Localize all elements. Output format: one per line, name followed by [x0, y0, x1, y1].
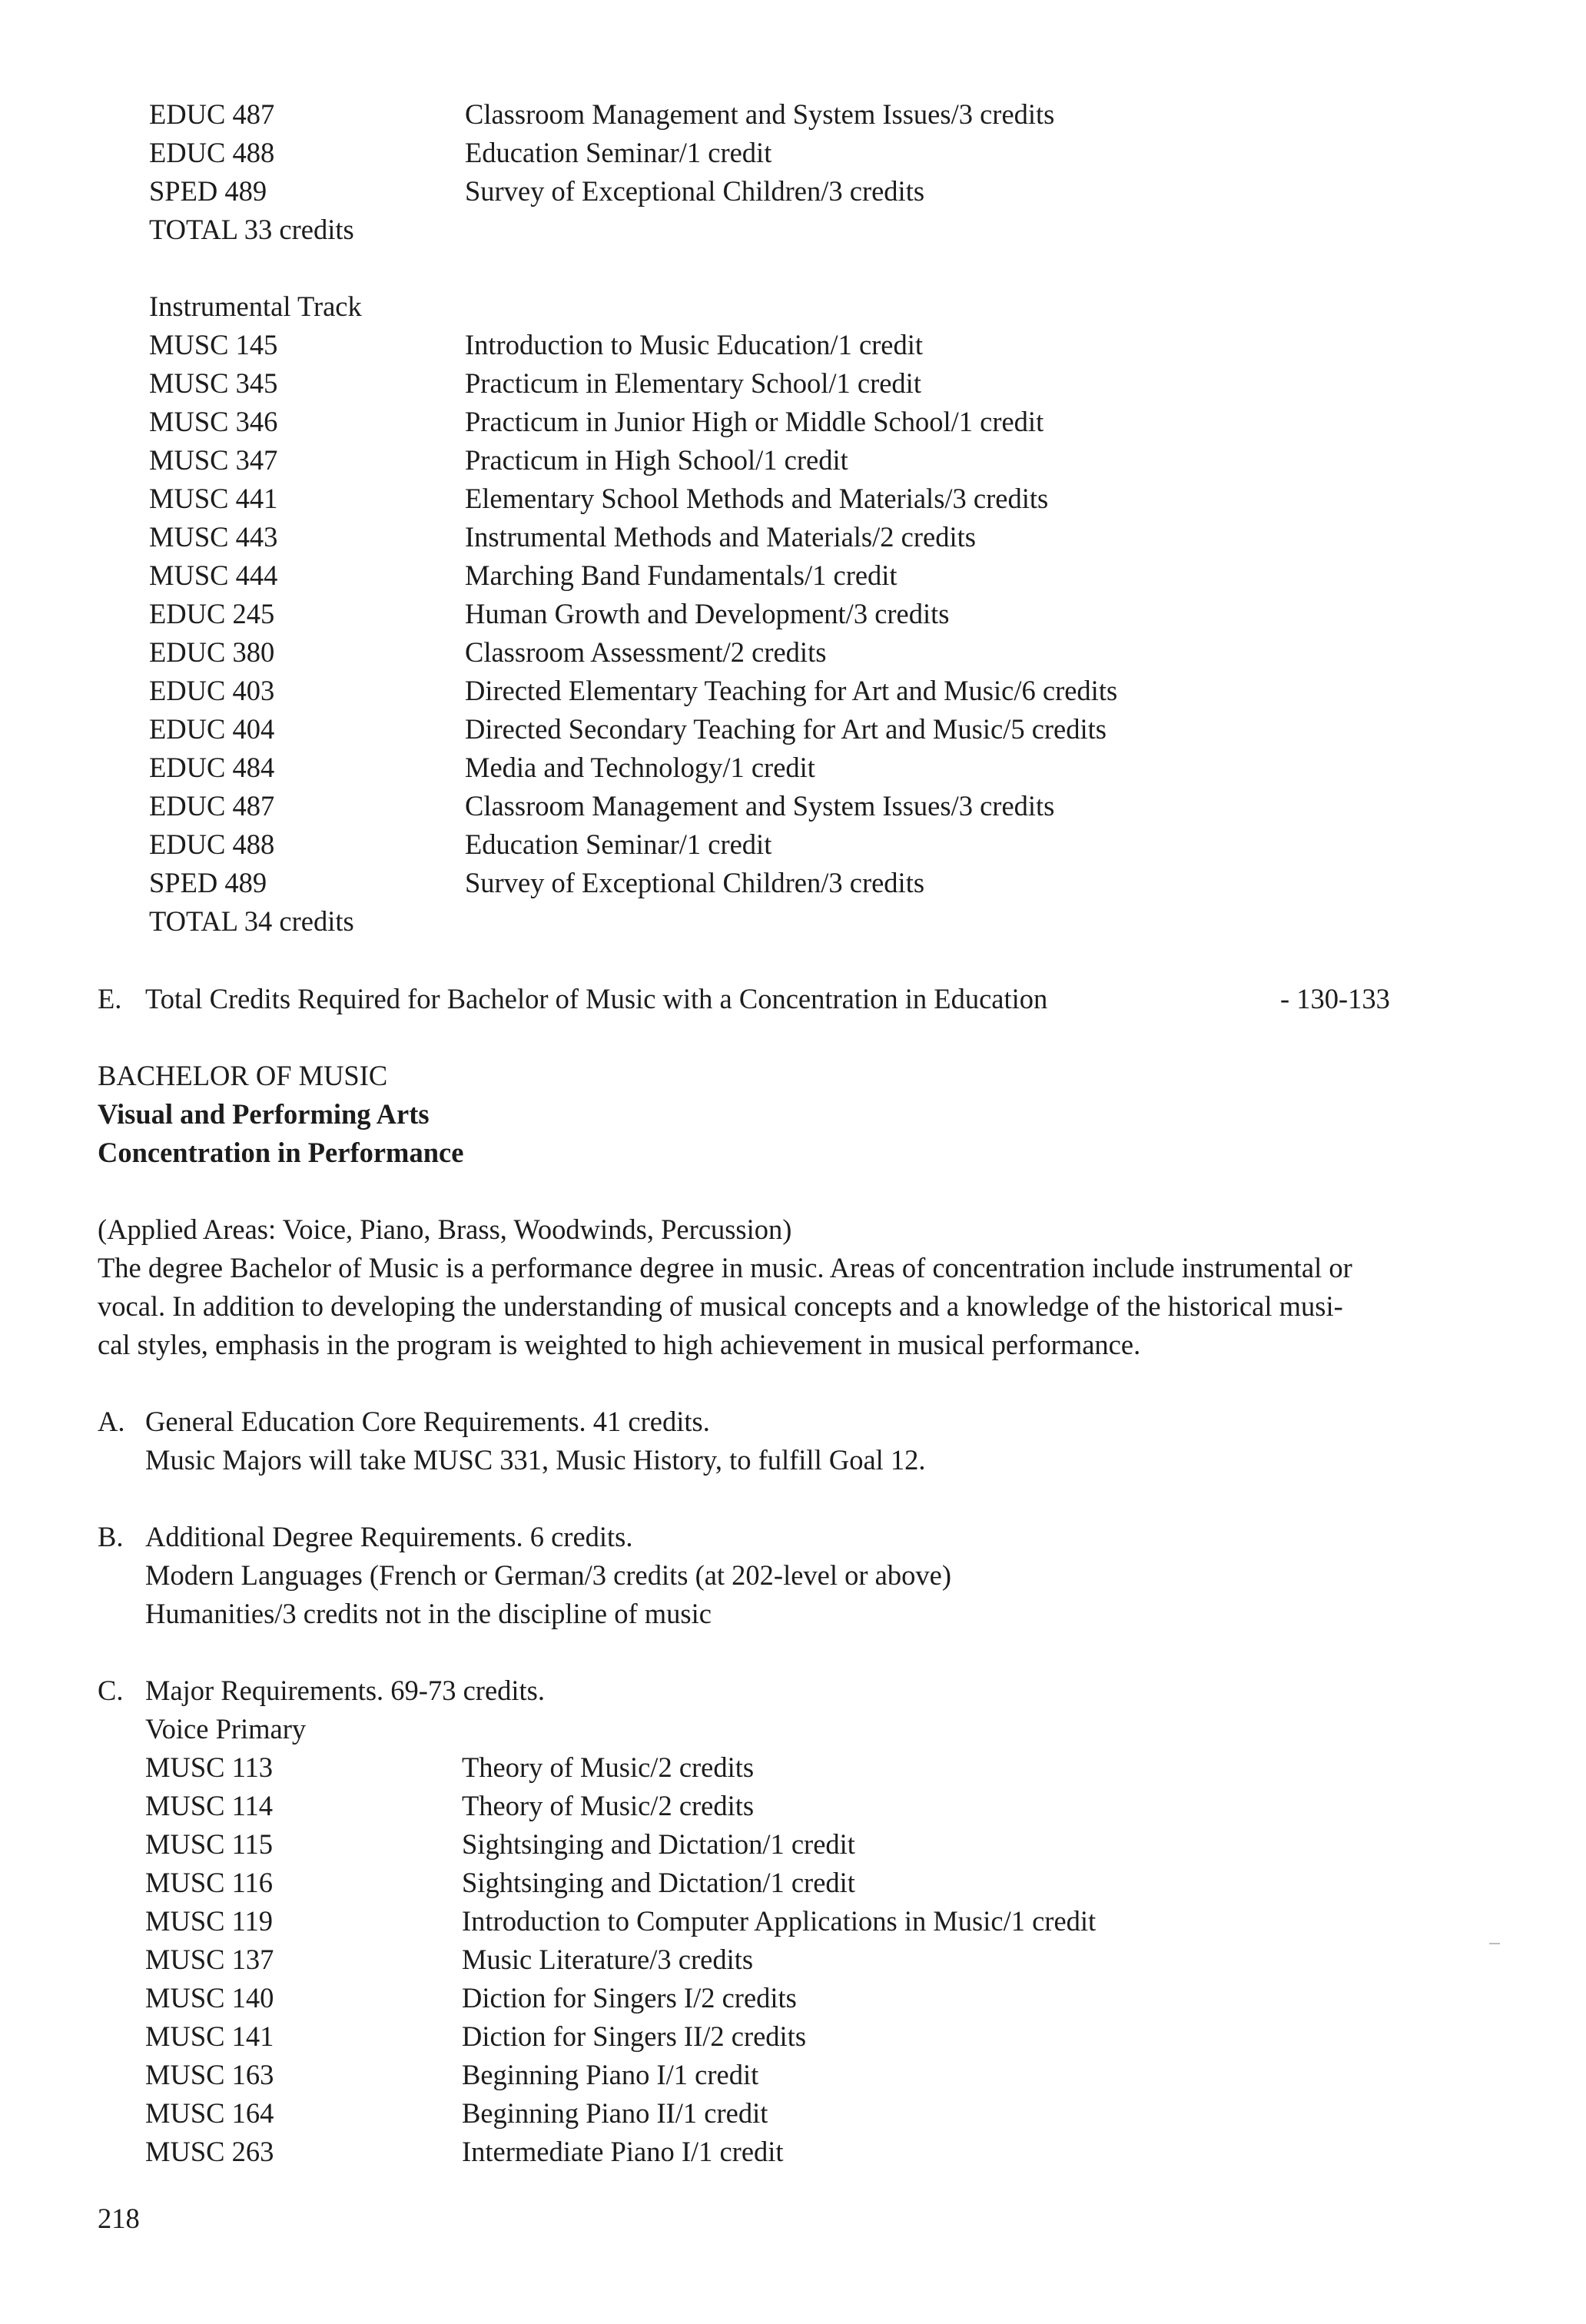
- course-description: Directed Elementary Teaching for Art and Music/6 credits: [465, 675, 1118, 706]
- section-line: Modern Languages (French or German/3 credits (at 202-level or above): [145, 1559, 951, 1591]
- course-code: MUSC 116: [145, 1867, 273, 1898]
- course-code: MUSC 263: [145, 2136, 274, 2167]
- course-code: MUSC 163: [145, 2059, 274, 2090]
- course-code: MUSC 137: [145, 1944, 274, 1975]
- course-code: EDUC 484: [149, 752, 275, 783]
- course-description: Beginning Piano I/1 credit: [462, 2059, 759, 2090]
- paragraph-line: (Applied Areas: Voice, Piano, Brass, Woodwinds, Percussion): [98, 1213, 792, 1245]
- section-line: Voice Primary: [145, 1713, 307, 1745]
- section-line: Music Majors will take MUSC 331, Music History, to fulfill Goal 12.: [145, 1444, 926, 1476]
- total-credits-text: Total Credits Required for Bachelor of Music with a Concentration in Education: [145, 983, 1048, 1014]
- course-code: EDUC 404: [149, 713, 275, 745]
- course-code: MUSC 347: [149, 444, 278, 476]
- course-description: Survey of Exceptional Children/3 credits: [465, 867, 925, 898]
- course-code: MUSC 145: [149, 329, 278, 360]
- course-description: Theory of Music/2 credits: [462, 1751, 755, 1783]
- course-description: Diction for Singers II/2 credits: [462, 2020, 807, 2052]
- course-description: Sightsinging and Dictation/1 credit: [462, 1867, 855, 1898]
- course-code: MUSC 164: [145, 2097, 274, 2129]
- course-code: MUSC 346: [149, 406, 278, 437]
- course-code: EDUC 403: [149, 675, 275, 706]
- course-description: Theory of Music/2 credits: [462, 1790, 755, 1821]
- course-code: MUSC 114: [145, 1790, 273, 1821]
- course-description: Practicum in High School/1 credit: [465, 444, 848, 476]
- section-line: Major Requirements. 69-73 credits.: [145, 1675, 546, 1706]
- section-letter: B.: [98, 1521, 124, 1552]
- page-number: 218: [98, 2203, 140, 2234]
- track-title: Instrumental Track: [149, 290, 362, 322]
- course-code: MUSC 443: [149, 521, 278, 553]
- course-description: Classroom Management and System Issues/3 credits: [465, 790, 1055, 822]
- course-description: Introduction to Computer Applications in Music/1 credit: [462, 1905, 1097, 1937]
- course-code: MUSC 441: [149, 483, 278, 514]
- section-letter: C.: [98, 1675, 124, 1706]
- course-description: Intermediate Piano I/1 credit: [462, 2136, 784, 2167]
- course-description: Introduction to Music Education/1 credit: [465, 329, 924, 360]
- course-code: EDUC 380: [149, 636, 275, 668]
- course-description: Elementary School Methods and Materials/3 credits: [465, 483, 1049, 514]
- degree-heading: [98, 1057, 463, 1172]
- course-code: EDUC 245: [149, 598, 275, 629]
- course-description: Media and Technology/1 credit: [465, 752, 815, 783]
- course-code: MUSC 141: [145, 2020, 274, 2052]
- course-description: Survey of Exceptional Children/3 credits: [465, 175, 925, 207]
- scan-mark: [1489, 1943, 1500, 1944]
- course-code: EDUC 488: [149, 137, 275, 168]
- section-letter: A.: [98, 1406, 125, 1437]
- degree-title: BACHELOR OF MUSIC: [98, 1060, 388, 1091]
- course-description: Beginning Piano II/1 credit: [462, 2097, 768, 2129]
- course-description: Human Growth and Development/3 credits: [465, 598, 950, 629]
- course-code: MUSC 115: [145, 1828, 273, 1860]
- section-line: Additional Degree Requirements. 6 credits.: [145, 1521, 633, 1552]
- course-description: Instrumental Methods and Materials/2 credits: [465, 521, 976, 553]
- total-credits: TOTAL 33 credits: [149, 214, 354, 245]
- course-code: EDUC 487: [149, 790, 275, 822]
- course-description: Practicum in Elementary School/1 credit: [465, 367, 921, 399]
- course-code: MUSC 140: [145, 1982, 274, 2014]
- course-description: Classroom Assessment/2 credits: [465, 636, 827, 668]
- paragraph-line: The degree Bachelor of Music is a performance degree in music. Areas of concentration include instrumental or: [98, 1252, 1352, 1283]
- total-credits: TOTAL 34 credits: [149, 905, 354, 937]
- degree-subtitle: Visual and Performing Arts: [98, 1098, 430, 1130]
- course-description: Practicum in Junior High or Middle School/1 credit: [465, 406, 1044, 437]
- course-code: SPED 489: [149, 175, 267, 207]
- course-description: Sightsinging and Dictation/1 credit: [462, 1828, 855, 1860]
- degree-concentration: Concentration in Performance: [98, 1137, 464, 1168]
- course-description: Education Seminar/1 credit: [465, 828, 772, 860]
- section-line: General Education Core Requirements. 41 credits.: [145, 1406, 710, 1437]
- section-letter: E.: [98, 983, 122, 1014]
- course-code: MUSC 345: [149, 367, 278, 399]
- course-code: MUSC 444: [149, 559, 278, 591]
- paragraph-line: cal styles, emphasis in the program is weighted to high achievement in musical performance.: [98, 1329, 1141, 1360]
- course-description: Marching Band Fundamentals/1 credit: [465, 559, 898, 591]
- total-credits-value: - 130-133: [1280, 983, 1390, 1014]
- course-description: Directed Secondary Teaching for Art and Music/5 credits: [465, 713, 1107, 745]
- intro-paragraph: [98, 1210, 1488, 1364]
- course-code: SPED 489: [149, 867, 267, 898]
- course-description: Diction for Singers I/2 credits: [462, 1982, 797, 2014]
- course-code: MUSC 119: [145, 1905, 273, 1937]
- course-code: EDUC 488: [149, 828, 275, 860]
- course-code: MUSC 113: [145, 1751, 273, 1783]
- paragraph-line: vocal. In addition to developing the understanding of musical concepts and a knowledge of the historical musi-: [98, 1290, 1343, 1322]
- course-code: EDUC 487: [149, 98, 275, 130]
- course-description: Classroom Management and System Issues/3 credits: [465, 98, 1055, 130]
- course-description: Education Seminar/1 credit: [465, 137, 772, 168]
- section-line: Humanities/3 credits not in the discipline of music: [145, 1598, 712, 1629]
- course-description: Music Literature/3 credits: [462, 1944, 754, 1975]
